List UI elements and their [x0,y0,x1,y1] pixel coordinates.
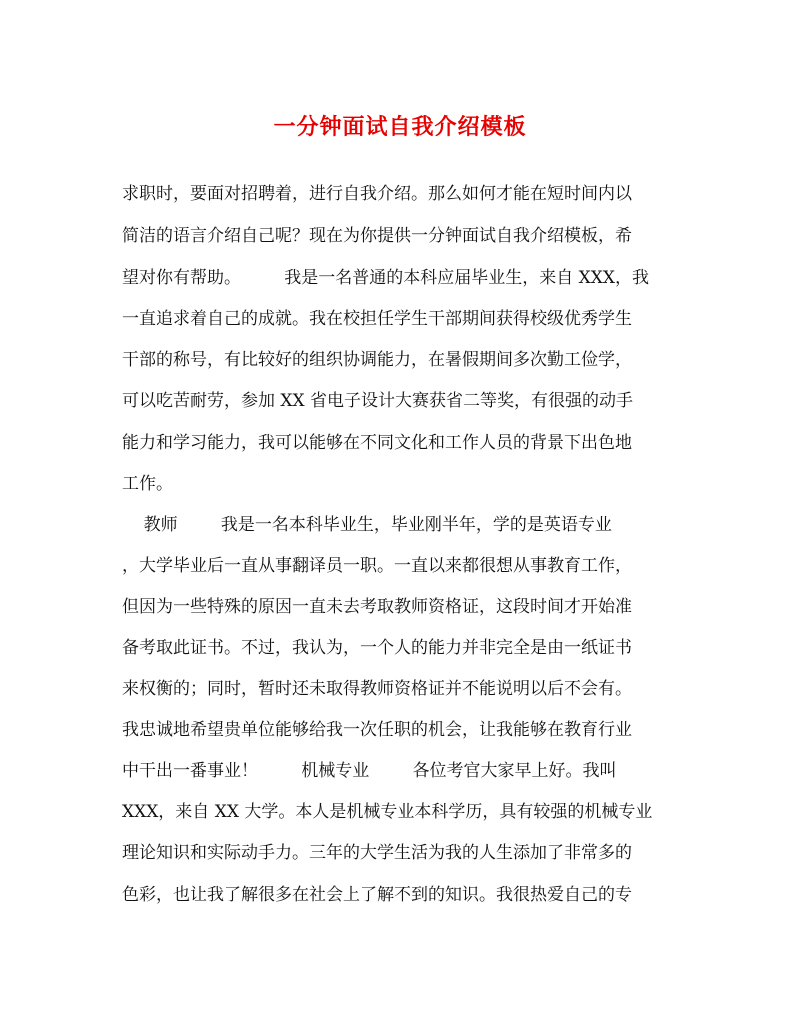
body-line: 简洁的语言介绍自己呢？现在为你提供一分钟面试自我介绍模板，希 [122,226,632,246]
body-line: 望对你有帮助。 我是一名普通的本科应届毕业生，来自 XXX，我 [122,268,649,288]
body-line: 求职时，要面对招聘着，进行自我介绍。那么如何才能在短时间内以 [122,184,632,204]
body-line: 备考取此证书。不过，我认为，一个人的能力并非完全是由一纸证书 [122,638,632,658]
body-line: XXX，来自 XX 大学。本人是机械专业本科学历，具有较强的机械专业 [122,802,653,822]
body-line: ，大学毕业后一直从事翻译员一职。一直以来都很想从事教育工作， [122,556,632,576]
body-line: 但因为一些特殊的原因一直未去考取教师资格证，这段时间才开始准 [122,597,632,617]
body-line: 干部的称号，有比较好的组织协调能力，在暑假期间多次勤工俭学， [122,350,632,370]
body-line: 能力和学习能力，我可以能够在不同文化和工作人员的背景下出色地 [122,433,632,453]
body-line: 工作。 [122,474,173,494]
body-line: 中干出一番事业！ 机械专业 各位考官大家早上好。我叫 [122,761,617,781]
body-line: 可以吃苦耐劳，参加 XX 省电子设计大赛获省二等奖，有很强的动手 [122,391,634,411]
body-line: 来权衡的；同时，暂时还未取得教师资格证并不能说明以后不会有。 [122,679,632,699]
body-line: 色彩，也让我了解很多在社会上了解不到的知识。我很热爱自己的专 [122,885,632,905]
body-line: 理论知识和实际动手力。三年的大学生活为我的人生添加了非常多的 [122,843,632,863]
body-line: 我忠诚地希望贵单位能够给我一次任职的机会，让我能够在教育行业 [122,720,632,740]
body-line: 教师 我是一名本科毕业生，毕业刚半年，学的是英语专业 [122,515,612,535]
page-title: 一分钟面试自我介绍模板 [273,114,527,140]
body-line: 一直追求着自己的成就。我在校担任学生干部期间获得校级优秀学生 [122,309,632,329]
